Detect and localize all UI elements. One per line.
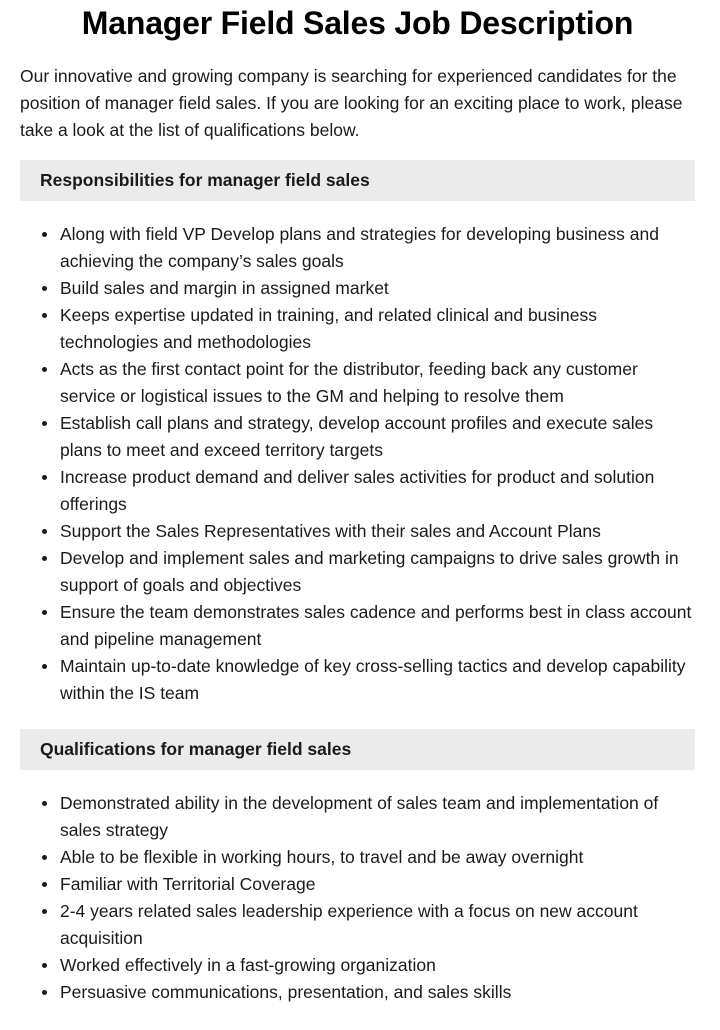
- qualifications-list: [20, 790, 695, 1006]
- list-item: Develop and implement sales and marketing campaigns to drive sales growth in support of goals and objectives: [60, 545, 695, 599]
- list-item: Able to be flexible in working hours, to travel and be away overnight: [60, 844, 695, 871]
- responsibilities-list: [20, 221, 695, 707]
- list-item: Establish call plans and strategy, develop account profiles and execute sales plans to meet and exceed territory targets: [60, 410, 695, 464]
- list-item: Ensure the team demonstrates sales cadence and performs best in class account and pipeline management: [60, 599, 695, 653]
- list-item: Keeps expertise updated in training, and related clinical and business technologies and methodologies: [60, 302, 695, 356]
- list-item: Support the Sales Representatives with their sales and Account Plans: [60, 518, 695, 545]
- qualifications-heading: Qualifications for manager field sales: [20, 729, 695, 770]
- list-item: Build sales and margin in assigned market: [60, 275, 695, 302]
- list-item: Demonstrated ability in the development of sales team and implementation of sales strategy: [60, 790, 695, 844]
- list-item: 2-4 years related sales leadership experience with a focus on new account acquisition: [60, 898, 695, 952]
- list-item: Worked effectively in a fast-growing organization: [60, 952, 695, 979]
- list-item: Along with field VP Develop plans and strategies for developing business and achieving the company’s sales goals: [60, 221, 695, 275]
- list-item: Persuasive communications, presentation, and sales skills: [60, 979, 695, 1006]
- list-item: Increase product demand and deliver sales activities for product and solution offerings: [60, 464, 695, 518]
- page-title: Manager Field Sales Job Description: [81, 5, 634, 41]
- list-item: Acts as the first contact point for the distributor, feeding back any customer service or logistical issues to the GM and helping to resolve them: [60, 356, 695, 410]
- list-item: Familiar with Territorial Coverage: [60, 871, 695, 898]
- list-item: Maintain up-to-date knowledge of key cross-selling tactics and develop capability within the IS team: [60, 653, 695, 707]
- responsibilities-heading: Responsibilities for manager field sales: [20, 160, 695, 201]
- intro-paragraph: Our innovative and growing company is searching for experienced candidates for the position of manager field sales. If you are looking for an exciting place to work, please take a look at the list of qualifications below.: [20, 66, 683, 140]
